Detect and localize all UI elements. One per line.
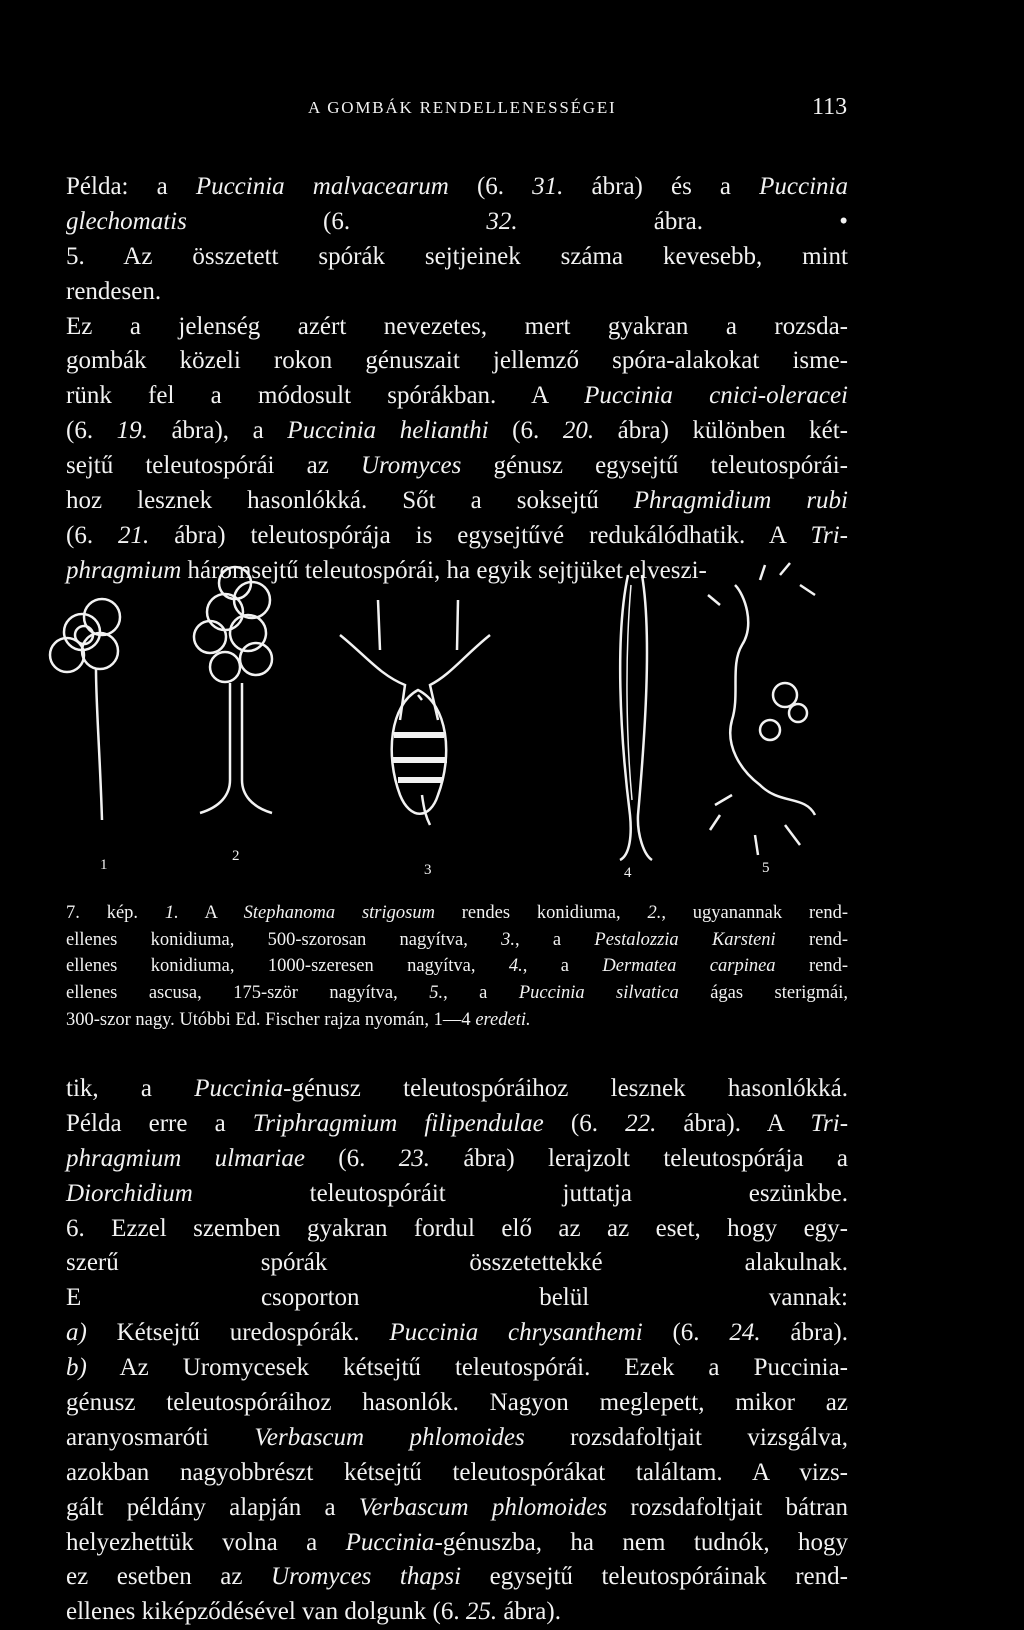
- paragraph-2: [66, 1072, 848, 1630]
- figure-number-3: 3: [424, 862, 432, 878]
- paragraph-1-line: [66, 275, 848, 310]
- text-run: rendes konidiuma,: [434, 903, 648, 923]
- caption-line: [66, 980, 848, 1007]
- paragraph-2-line: [66, 1246, 848, 1281]
- text-run: hoz lesznek hasonlókká. Sőt a soksejtű: [66, 487, 634, 515]
- figure-number-4: 4: [624, 865, 632, 881]
- text-run: rend-: [775, 929, 848, 950]
- text-run: Dermatea carpinea: [602, 956, 776, 977]
- text-run: ábra) különben két-: [594, 417, 849, 445]
- text-run: 7. kép.: [66, 903, 165, 923]
- text-run: Phragmidium rubi: [633, 487, 848, 515]
- text-run: aranyosmaróti: [66, 1423, 255, 1451]
- text-run: szerű spórák összetettekké alakulnak.: [66, 1249, 848, 1277]
- text-run: rend-: [775, 956, 848, 977]
- figure-number-5: 5: [762, 860, 770, 876]
- text-run: Uromyces thapsi: [270, 1563, 462, 1591]
- text-run: Diorchidium: [66, 1179, 193, 1207]
- text-run: Triphragmium filipendulae: [252, 1109, 544, 1137]
- text-run: teleutospóráit juttatja eszünkbe.: [192, 1179, 848, 1207]
- text-run: a): [66, 1319, 87, 1347]
- text-run: ellenes konidiuma, 500-szorosan nagyítva,: [66, 929, 502, 950]
- figure-number-2: 2: [232, 848, 240, 864]
- paragraph-2-line: [66, 1142, 848, 1177]
- text-run: -génuszba, ha nem tudnók, hogy: [434, 1528, 848, 1556]
- page-number: 113: [812, 94, 848, 120]
- text-run: 22.: [625, 1109, 657, 1137]
- text-run: tik, a: [66, 1075, 195, 1102]
- text-run: ellenes ascusa, 175-ször nagyítva,: [66, 983, 430, 1004]
- text-run: ábra). A: [656, 1109, 811, 1137]
- text-run: eredeti.: [475, 1009, 531, 1030]
- text-run: génusz teleutospóráihoz hasonlók. Nagyon meglepett, mikor az: [66, 1389, 848, 1417]
- text-run: Kétsejtű uredospórák.: [86, 1319, 390, 1347]
- text-run: (6.: [543, 1109, 626, 1137]
- paragraph-1-line: [66, 205, 848, 240]
- text-run: Uromyces: [360, 452, 462, 480]
- text-run: (6.: [488, 417, 563, 445]
- paragraph-2-line: [66, 1351, 848, 1386]
- text-run: helyezhettük volna a: [66, 1528, 346, 1556]
- text-run: rünk fel a módosult spórákban. A: [66, 382, 585, 410]
- text-run: rozsdafoltjait bátran: [607, 1493, 848, 1521]
- paragraph-2-line: [66, 1456, 848, 1491]
- paragraph-2-line: [66, 1560, 848, 1595]
- text-run: egysejtű teleutospóráinak rend-: [461, 1563, 848, 1591]
- figure-number-1: 1: [100, 857, 108, 873]
- figure-caption: [66, 900, 848, 1033]
- text-run: Puccinia chrysanthemi: [389, 1319, 643, 1347]
- text-run: (6.: [66, 521, 119, 549]
- text-run: (6.: [304, 1144, 399, 1172]
- caption-line: [66, 900, 848, 927]
- text-run: 6. Ezzel szemben gyakran fordul elő az az eset, hogy egy-: [66, 1214, 848, 1242]
- text-run: ellenes kiképződésével van dolgunk (6.: [66, 1598, 466, 1626]
- text-run: (6.: [642, 1319, 730, 1347]
- text-run: (6.: [186, 207, 487, 235]
- paragraph-1-line: [66, 519, 848, 554]
- text-run: E csoporton belül vannak:: [66, 1284, 848, 1312]
- text-run: , ugyanannak rend-: [661, 903, 848, 923]
- text-run: Puccinia silvatica: [518, 983, 679, 1004]
- text-run: Puccinia: [194, 1075, 284, 1102]
- text-run: gált példány alapján a: [66, 1493, 359, 1521]
- text-run: rendesen.: [66, 277, 162, 305]
- paragraph-1-line: [66, 170, 848, 205]
- text-run: 5.: [429, 983, 444, 1004]
- running-header: [0, 94, 1024, 128]
- fig5-puccinia-sterigmata: [708, 563, 815, 855]
- text-run: Tri-: [810, 1109, 849, 1137]
- text-run: háromsejtű teleutospórái, ha egyik sejtjüket elveszi-: [181, 556, 707, 584]
- figure-7: [20, 555, 860, 895]
- paragraph-2-line: [66, 1595, 848, 1630]
- paragraph-1-line: [66, 414, 848, 449]
- text-run: 2.: [647, 903, 662, 923]
- text-run: 3.: [501, 929, 516, 950]
- text-run: , a: [522, 956, 603, 977]
- text-run: Verbascum phlomoides: [254, 1423, 525, 1451]
- text-run: Pestalozzia Karsteni: [594, 929, 776, 950]
- paragraph-1-line: [66, 344, 848, 379]
- text-run: Verbascum phlomoides: [358, 1493, 608, 1521]
- text-run: gombák közeli rokon génuszait jellemző spóra-alakokat isme-: [66, 347, 848, 375]
- text-run: ez esetben az: [66, 1563, 271, 1591]
- text-run: Az Uromycesek kétsejtű teleutospórái. Ezek a Puccinia-: [86, 1354, 848, 1382]
- text-run: Példa: a: [66, 173, 196, 200]
- text-run: b): [66, 1354, 87, 1382]
- paragraph-1: [66, 170, 848, 589]
- text-run: 25.: [465, 1598, 498, 1626]
- paragraph-2-line: [66, 1177, 848, 1212]
- paragraph-2-line: [66, 1281, 848, 1316]
- fig4-dermatea-ascus: [620, 575, 652, 860]
- text-run: ábra).: [497, 1598, 561, 1626]
- text-run: 32.: [486, 207, 518, 235]
- paragraph-2-line: [66, 1421, 848, 1456]
- figure-drawing: [20, 555, 860, 895]
- text-run: Puccinia helianthi: [287, 417, 489, 445]
- text-run: 19.: [116, 417, 148, 445]
- text-run: ábra) teleutospórája is egysejtűvé redukálódhatik. A: [149, 521, 811, 549]
- text-run: phragmium ulmariae: [66, 1144, 305, 1172]
- text-run: 21.: [118, 521, 150, 549]
- paragraph-1-line: [66, 484, 848, 519]
- text-run: 31.: [532, 173, 564, 200]
- fig1-stephanoma-conidium: [50, 599, 120, 820]
- text-run: Puccinia: [345, 1528, 435, 1556]
- text-run: (6.: [66, 417, 117, 445]
- text-run: 23.: [398, 1144, 430, 1172]
- text-run: génusz egysejtű teleutospórái-: [461, 452, 848, 480]
- text-run: , a: [515, 929, 595, 950]
- text-run: 4.: [508, 956, 523, 977]
- paragraph-2-line: [66, 1107, 848, 1142]
- text-run: rozsdafoltjait vizsgálva,: [524, 1423, 848, 1451]
- text-run: ábra. •: [517, 207, 848, 235]
- paragraph-2-line: [66, 1316, 848, 1351]
- paragraph-1-line: [66, 310, 848, 345]
- paragraph-2-line: [66, 1491, 848, 1526]
- caption-line: [66, 927, 848, 954]
- text-run: Ez a jelenség azért nevezetes, mert gyakran a rozsda-: [66, 312, 848, 340]
- text-run: A: [178, 903, 244, 923]
- text-run: Tri-: [810, 521, 848, 549]
- text-run: ellenes konidiuma, 1000-szeresen nagyítva,: [66, 956, 509, 977]
- text-run: ábra) és a: [563, 173, 760, 200]
- text-run: 1.: [164, 903, 179, 923]
- text-run: ábra).: [760, 1319, 848, 1347]
- text-run: ágas sterigmái,: [678, 983, 848, 1004]
- text-run: ábra) lerajzolt teleutospórája a: [429, 1144, 848, 1172]
- text-run: (6.: [448, 173, 533, 200]
- paragraph-1-line: [66, 449, 848, 484]
- text-run: azokban nagyobbrészt kétsejtű teleutospórákat találtam. A vizs-: [66, 1458, 848, 1486]
- caption-line: [66, 1007, 848, 1034]
- fig3-pestalozzia-conidium: [340, 600, 490, 825]
- text-run: Példa erre a: [66, 1109, 253, 1137]
- text-run: phragmium: [66, 556, 182, 584]
- text-run: -génusz teleutospóráihoz lesznek hasonlókká.: [283, 1075, 848, 1102]
- paragraph-2-line: [66, 1212, 848, 1247]
- text-run: Puccinia cnici-oleracei: [584, 382, 848, 410]
- text-run: 5. Az összetett spórák sejtjeinek száma kevesebb, mint: [66, 242, 848, 270]
- text-run: Puccinia malvacearum: [195, 173, 449, 200]
- paragraph-2-line: [66, 1386, 848, 1421]
- running-title: A GOMBÁK RENDELLENESSÉGEI: [308, 98, 617, 117]
- text-run: 300-szor nagy. Utóbbi Ed. Fischer rajza nyomán, 1—4: [66, 1009, 476, 1030]
- text-run: Stephanoma strigosum: [243, 903, 435, 923]
- caption-line: [66, 953, 848, 980]
- text-run: 20.: [562, 417, 595, 445]
- text-run: sejtű teleutospórái az: [66, 452, 361, 480]
- fig2-stephanoma-abnormal: [194, 567, 272, 813]
- text-run: Puccinia: [759, 173, 848, 200]
- text-run: , a: [443, 983, 519, 1004]
- paragraph-1-line: [66, 240, 848, 275]
- text-run: ábra), a: [147, 417, 288, 445]
- text-run: glechomatis: [66, 207, 187, 235]
- paragraph-2-line: [66, 1526, 848, 1561]
- text-run: 24.: [729, 1319, 761, 1347]
- paragraph-2-line: [66, 1072, 848, 1107]
- paragraph-1-line: [66, 379, 848, 414]
